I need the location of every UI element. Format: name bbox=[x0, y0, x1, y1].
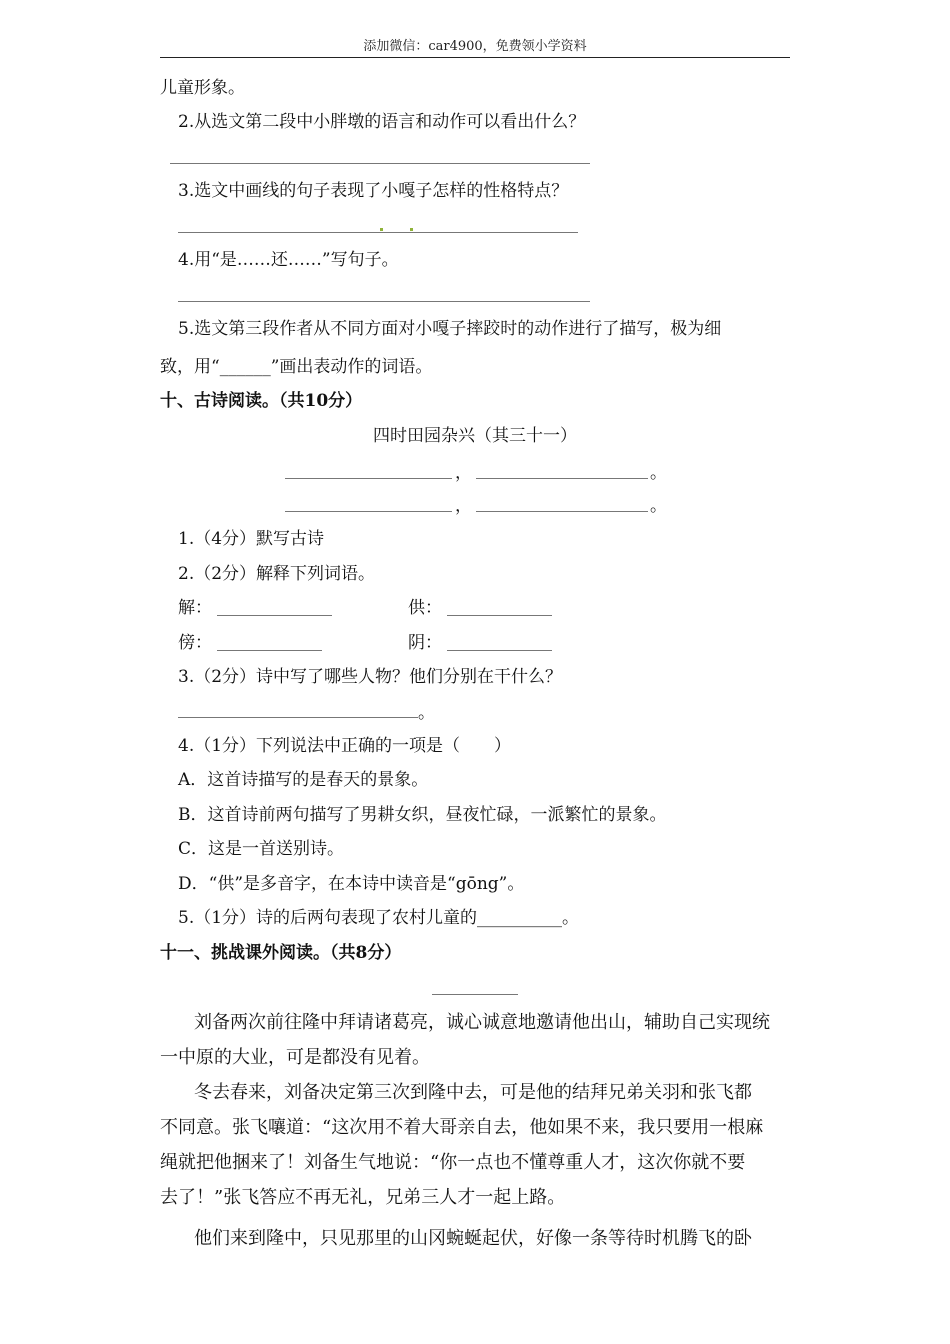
poem-comma: ， bbox=[455, 463, 472, 483]
paragraph-2-line-3: 绳就把他捆来了！刘备生气地说：“你一点也不懂尊重人才，这次你就不要 bbox=[160, 1152, 746, 1173]
poem-title: 四时田园杂兴（其三十一） bbox=[373, 426, 577, 446]
poem-comma: ， bbox=[455, 496, 472, 516]
answer-line bbox=[178, 301, 590, 302]
paragraph-3-line-1: 他们来到隆中，只见那里的山冈蜿蜒起伏，好像一条等待时机腾飞的卧 bbox=[194, 1228, 752, 1249]
paragraph-2-line-2: 不同意。张飞嚷道：“这次用不着大哥亲自去，他如果不来，我只要用一根麻 bbox=[160, 1117, 764, 1138]
marker-dot bbox=[410, 228, 413, 231]
section-10-heading: 十、古诗阅读。（共10分） bbox=[160, 391, 363, 411]
option-c: C．这是一首送别诗。 bbox=[178, 839, 345, 859]
answer-line bbox=[178, 717, 418, 718]
term-blank bbox=[217, 615, 332, 616]
section-11-heading: 十一、挑战课外阅读。（共8分） bbox=[160, 943, 402, 963]
header-divider bbox=[160, 57, 790, 58]
q9-continued-text: 儿童形象。 bbox=[160, 78, 245, 98]
term-yin: 阴： bbox=[408, 633, 442, 653]
term-blank bbox=[447, 650, 552, 651]
page-header: 添加微信：car4900，免费领小学资料 bbox=[363, 39, 587, 54]
s10-question-2: 2.（2分）解释下列词语。 bbox=[178, 564, 376, 584]
paragraph-2-line-4: 去了！”张飞答应不再无礼，兄弟三人才一起上路。 bbox=[160, 1187, 566, 1208]
q9-question-3: 3.选文中画线的句子表现了小嘎子怎样的性格特点？ bbox=[178, 181, 569, 201]
poem-blank-2 bbox=[476, 478, 648, 479]
poem-blank-1 bbox=[285, 478, 452, 479]
q3-end-period: 。 bbox=[418, 703, 435, 723]
option-a: A．这首诗描写的是春天的景象。 bbox=[178, 770, 429, 790]
q9-question-5-cont: 致，用“______”画出表动作的词语。 bbox=[160, 357, 433, 377]
q9-question-2: 2.从选文第二段中小胖墩的语言和动作可以看出什么？ bbox=[178, 112, 586, 132]
paragraph-1-line-2: 一中原的大业，可是都没有见着。 bbox=[160, 1047, 430, 1068]
s10-question-4: 4.（1分）下列说法中正确的一项是（ ） bbox=[178, 736, 512, 756]
poem-period: 。 bbox=[650, 496, 667, 516]
answer-line bbox=[170, 163, 590, 164]
title-blank bbox=[432, 994, 518, 995]
s10-question-5: 5.（1分）诗的后两句表现了农村儿童的__________。 bbox=[178, 908, 580, 928]
q9-question-5: 5.选文第三段作者从不同方面对小嘎子摔跤时的动作进行了描写，极为细 bbox=[178, 319, 722, 339]
paragraph-1-line-1: 刘备两次前往隆中拜请诸葛亮，诚心诚意地邀请他出山，辅助自己实现统 bbox=[194, 1012, 770, 1033]
term-bang: 傍： bbox=[178, 633, 212, 653]
poem-period: 。 bbox=[650, 463, 667, 483]
poem-blank-3 bbox=[285, 511, 452, 512]
paragraph-2-line-1: 冬去春来，刘备决定第三次到隆中去，可是他的结拜兄弟关羽和张飞都 bbox=[194, 1082, 752, 1103]
s10-question-1: 1.（4分）默写古诗 bbox=[178, 529, 325, 549]
marker-dot bbox=[380, 228, 383, 231]
term-blank bbox=[217, 650, 322, 651]
s10-question-3: 3.（2分）诗中写了哪些人物？他们分别在干什么？ bbox=[178, 667, 563, 687]
option-d: D．“供”是多音字，在本诗中读音是“gōng”。 bbox=[178, 874, 525, 894]
term-jie: 解： bbox=[178, 598, 212, 618]
poem-blank-4 bbox=[476, 511, 648, 512]
option-b: B．这首诗前两句描写了男耕女织，昼夜忙碌，一派繁忙的景象。 bbox=[178, 805, 667, 825]
answer-line bbox=[178, 232, 578, 233]
q9-question-4: 4.用“是……还……”写句子。 bbox=[178, 250, 399, 270]
term-gong: 供： bbox=[408, 598, 442, 618]
term-blank bbox=[447, 615, 552, 616]
